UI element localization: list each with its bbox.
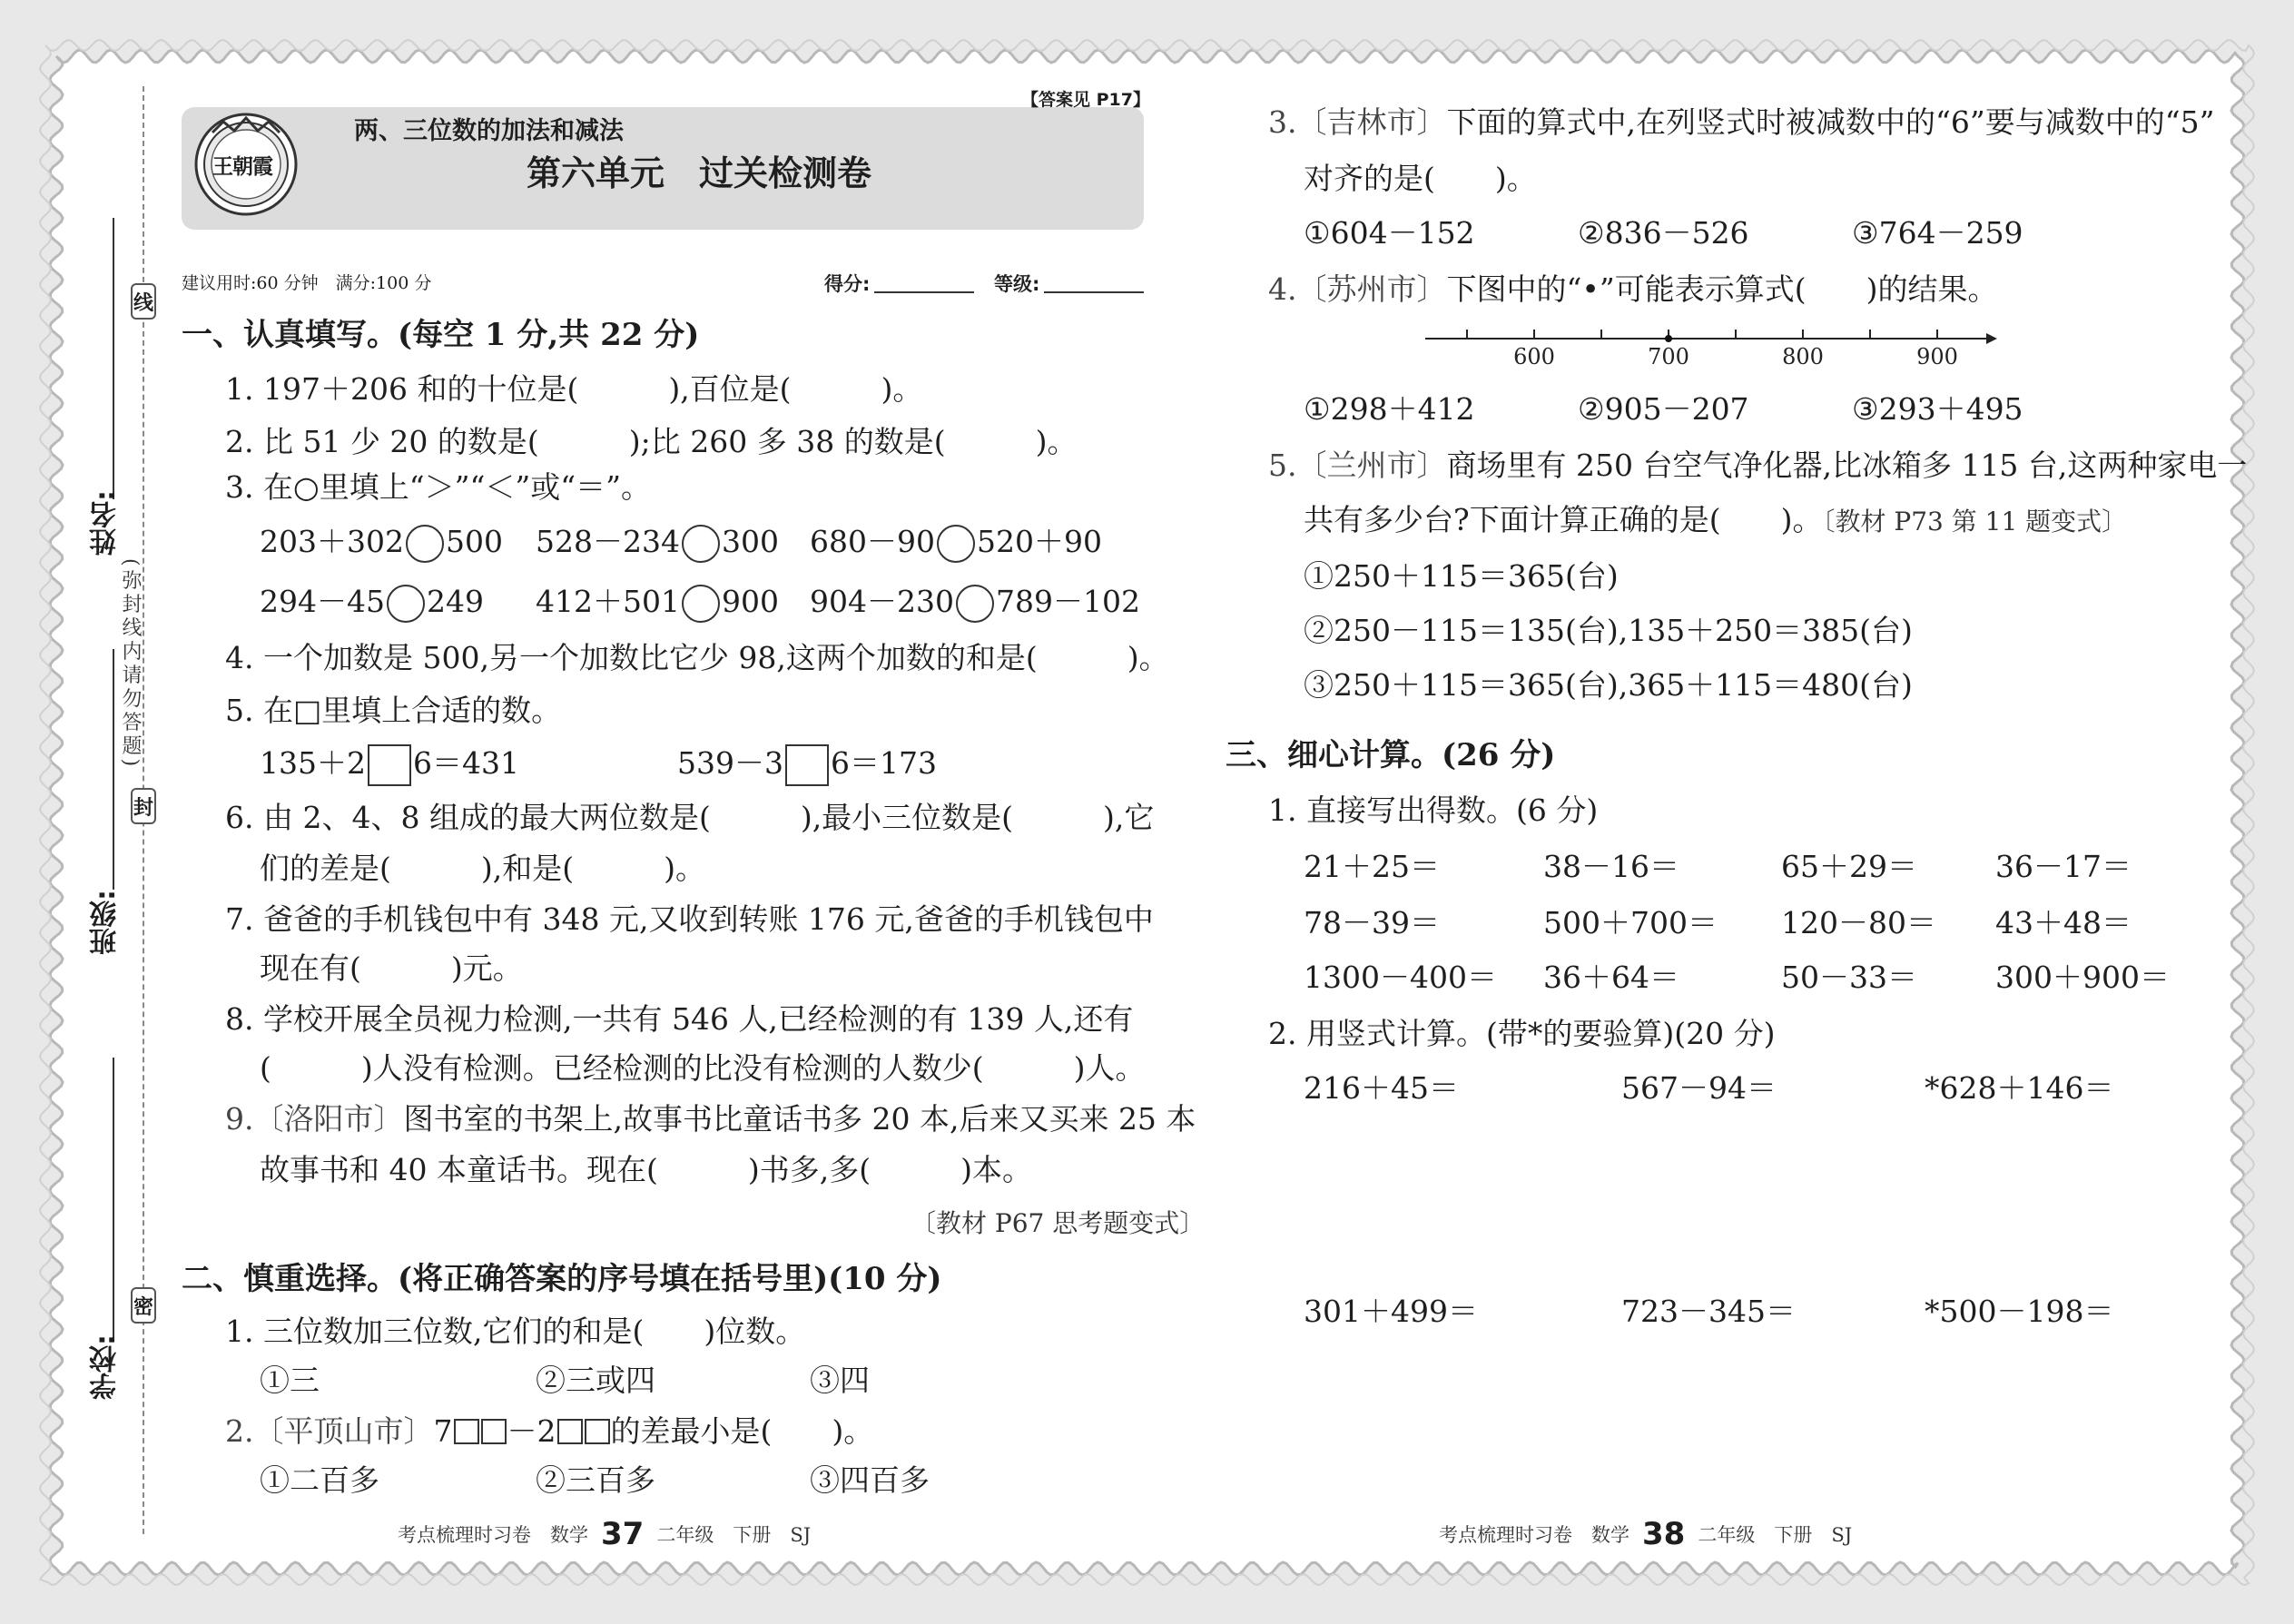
- footer-right: 考点梳理时习卷 数学 38 二年级 下册 SJ: [1439, 1516, 1853, 1552]
- calc-item: 78－39＝: [1304, 905, 1440, 940]
- compare-item: 412＋501 900: [536, 585, 779, 623]
- s1-q9-source: 〔教材 P67 思考题变式〕: [911, 1208, 1206, 1238]
- s1-q8-line2: ( )人没有检测。已经检测的比没有检测的人数少( )人。: [260, 1050, 1146, 1086]
- line-marker: 线: [131, 283, 156, 320]
- s1-q4: 4. 一个加数是 500,另一个加数比它少 98,这两个加数的和是( )。: [225, 640, 1169, 675]
- compare-circle[interactable]: [956, 585, 994, 623]
- calc-item: 120－80＝: [1781, 905, 1936, 940]
- compare-circle[interactable]: [682, 585, 720, 623]
- dense-marker: 密: [131, 1287, 156, 1324]
- score-label: 得分:: [824, 273, 871, 295]
- option: ③四: [810, 1363, 870, 1398]
- s2-q2: 2.〔平顶山市〕7 －2 的差最小是( )。: [225, 1413, 874, 1449]
- option: ②250－115＝135(台),135＋250＝385(台): [1304, 613, 1913, 648]
- footer-left: 考点梳理时习卷 数学 37 二年级 下册 SJ: [398, 1516, 812, 1552]
- number-line: [1416, 322, 1997, 377]
- fill-box[interactable]: [785, 744, 829, 786]
- option: ③250＋115＝365(台),365＋115＝480(台): [1304, 667, 1913, 703]
- calc-item: 43＋48＝: [1995, 905, 2132, 940]
- grade-field[interactable]: [1044, 291, 1144, 293]
- page-number: 37: [601, 1516, 645, 1552]
- option: ①三: [260, 1363, 320, 1398]
- s2-q3-line2: 对齐的是( )。: [1304, 161, 1537, 196]
- class-label: 班级:: [90, 890, 122, 955]
- subject-line: 两、三位数的加法和减法: [354, 117, 624, 145]
- s1-q7-line1: 7. 爸爸的手机钱包中有 348 元,又收到转账 176 元,爸爸的手机钱包中: [225, 901, 1154, 937]
- logo-text: 王朝霞: [212, 154, 272, 179]
- calc-item: 38－16＝: [1543, 849, 1679, 884]
- time-info: 建议用时:60 分钟 满分:100 分: [182, 273, 432, 293]
- vertical-calc-item: *628＋146＝: [1925, 1070, 2114, 1106]
- answer-ref: 【答案见 P17】: [1021, 90, 1150, 110]
- compare-item: 680－90 520＋90: [810, 525, 1102, 563]
- brand-logo: [192, 111, 300, 218]
- page-title: 第六单元 过关检测卷: [527, 153, 872, 193]
- calc-item: 21＋25＝: [1304, 849, 1440, 884]
- option: ③293＋495: [1852, 391, 2023, 427]
- option: ①二百多: [260, 1462, 379, 1498]
- number-line-label: 900: [1916, 344, 1958, 369]
- calc-item: 36＋64＝: [1543, 960, 1679, 995]
- option: ③四百多: [810, 1462, 930, 1498]
- compare-circle[interactable]: [406, 525, 444, 563]
- option: ①298＋412: [1304, 391, 1475, 427]
- grade-label: 等级:: [994, 273, 1040, 295]
- vertical-calc-item: 216＋45＝: [1304, 1070, 1459, 1106]
- section3-heading: 三、细心计算。(26 分): [1226, 737, 1556, 773]
- s3-q1: 1. 直接写出得数。(6 分): [1268, 792, 1599, 828]
- section2-heading: 二、慎重选择。(将正确答案的序号填在括号里)(10 分): [182, 1261, 942, 1297]
- s1-q6-line2: 们的差是( ),和是( )。: [260, 851, 705, 886]
- class-underline: [113, 649, 114, 890]
- s1-q3: 3. 在○里填上“＞”“＜”或“＝”。: [225, 469, 651, 505]
- compare-item: 904－230 789－102: [810, 585, 1140, 623]
- number-line-label: 600: [1513, 344, 1555, 369]
- s2-q5-source: 〔教材 P73 第 11 题变式〕: [1822, 507, 2128, 536]
- compare-circle[interactable]: [937, 525, 975, 563]
- compare-circle[interactable]: [682, 525, 720, 563]
- number-line-label: 800: [1782, 344, 1824, 369]
- calc-item: 65＋29＝: [1781, 849, 1917, 884]
- digit-box[interactable]: [481, 1419, 507, 1444]
- seal-note: (弥封线内请勿答题): [119, 558, 142, 771]
- fill-item: 135＋2 6＝431: [260, 744, 519, 786]
- s2-q1: 1. 三位数加三位数,它们的和是( )位数。: [225, 1314, 806, 1349]
- option: ②三或四: [536, 1363, 655, 1398]
- s1-q9-line1: 9.〔洛阳市〕图书室的书架上,故事书比童话书多 20 本,后来又买来 25 本: [225, 1101, 1196, 1137]
- digit-box[interactable]: [585, 1419, 610, 1444]
- s1-q7-line2: 现在有( )元。: [260, 950, 523, 986]
- compare-item: 294－45 249: [260, 585, 484, 623]
- s1-q6-line1: 6. 由 2、4、8 组成的最大两位数是( ),最小三位数是( ),它: [225, 800, 1155, 835]
- school-label: 学校:: [90, 1334, 122, 1400]
- calc-item: 1300－400＝: [1304, 960, 1497, 995]
- option: ①250＋115＝365(台): [1304, 558, 1619, 594]
- calc-item: 50－33＝: [1781, 960, 1917, 995]
- calc-item: 500＋700＝: [1543, 905, 1718, 940]
- s1-q9-line2: 故事书和 40 本童话书。现在( )书多,多( )本。: [260, 1152, 1032, 1187]
- s2-q5-line1: 5.〔兰州市〕商场里有 250 台空气净化器,比冰箱多 115 台,这两种家电一: [1268, 448, 2248, 483]
- option: ③764－259: [1852, 215, 2023, 251]
- school-underline: [113, 1058, 114, 1339]
- score-field[interactable]: [874, 291, 974, 293]
- vertical-calc-item: 723－345＝: [1621, 1294, 1796, 1329]
- option: ②836－526: [1578, 215, 1749, 251]
- s2-q3-line1: 3.〔吉林市〕下面的算式中,在列竖式时被减数中的“6”要与减数中的“5”: [1268, 104, 2215, 140]
- vertical-calc-item: *500－198＝: [1925, 1294, 2114, 1329]
- s1-q1: 1. 197＋206 和的十位是( ),百位是( )。: [225, 371, 923, 407]
- number-line-label: 700: [1648, 344, 1689, 369]
- calc-item: 300＋900＝: [1995, 960, 2170, 995]
- seal-marker: 封: [131, 788, 156, 824]
- name-label: 姓名:: [90, 490, 122, 556]
- s1-q5: 5. 在□里填上合适的数。: [225, 693, 562, 728]
- compare-circle[interactable]: [387, 585, 425, 623]
- digit-box[interactable]: [557, 1419, 583, 1444]
- compare-item: 528－234 300: [536, 525, 779, 563]
- fill-box[interactable]: [368, 744, 411, 786]
- s1-q8-line1: 8. 学校开展全员视力检测,一共有 546 人,已经检测的有 139 人,还有: [225, 1001, 1134, 1037]
- s2-q5-line2: 共有多少台?下面计算正确的是( )。〔教材 P73 第 11 题变式〕: [1304, 502, 2128, 537]
- compare-item: 203＋302 500: [260, 525, 503, 563]
- digit-box[interactable]: [454, 1419, 479, 1444]
- page-number: 38: [1642, 1516, 1686, 1552]
- s1-q2: 2. 比 51 少 20 的数是( );比 260 多 38 的数是( )。: [225, 424, 1078, 459]
- section1-heading: 一、认真填写。(每空 1 分,共 22 分): [182, 317, 700, 353]
- s3-q2: 2. 用竖式计算。(带*的要验算)(20 分): [1268, 1016, 1776, 1051]
- vertical-calc-item: 567－94＝: [1621, 1070, 1777, 1106]
- name-underline: [113, 218, 114, 499]
- number-line-point: [1665, 335, 1672, 342]
- option: ②三百多: [536, 1462, 655, 1498]
- vertical-calc-item: 301＋499＝: [1304, 1294, 1478, 1329]
- fill-item: 539－3 6＝173: [677, 744, 937, 786]
- s2-q4: 4.〔苏州市〕下图中的“•”可能表示算式( )的结果。: [1268, 271, 1998, 307]
- option: ①604－152: [1304, 215, 1475, 251]
- option: ②905－207: [1578, 391, 1749, 427]
- calc-item: 36－17＝: [1995, 849, 2132, 884]
